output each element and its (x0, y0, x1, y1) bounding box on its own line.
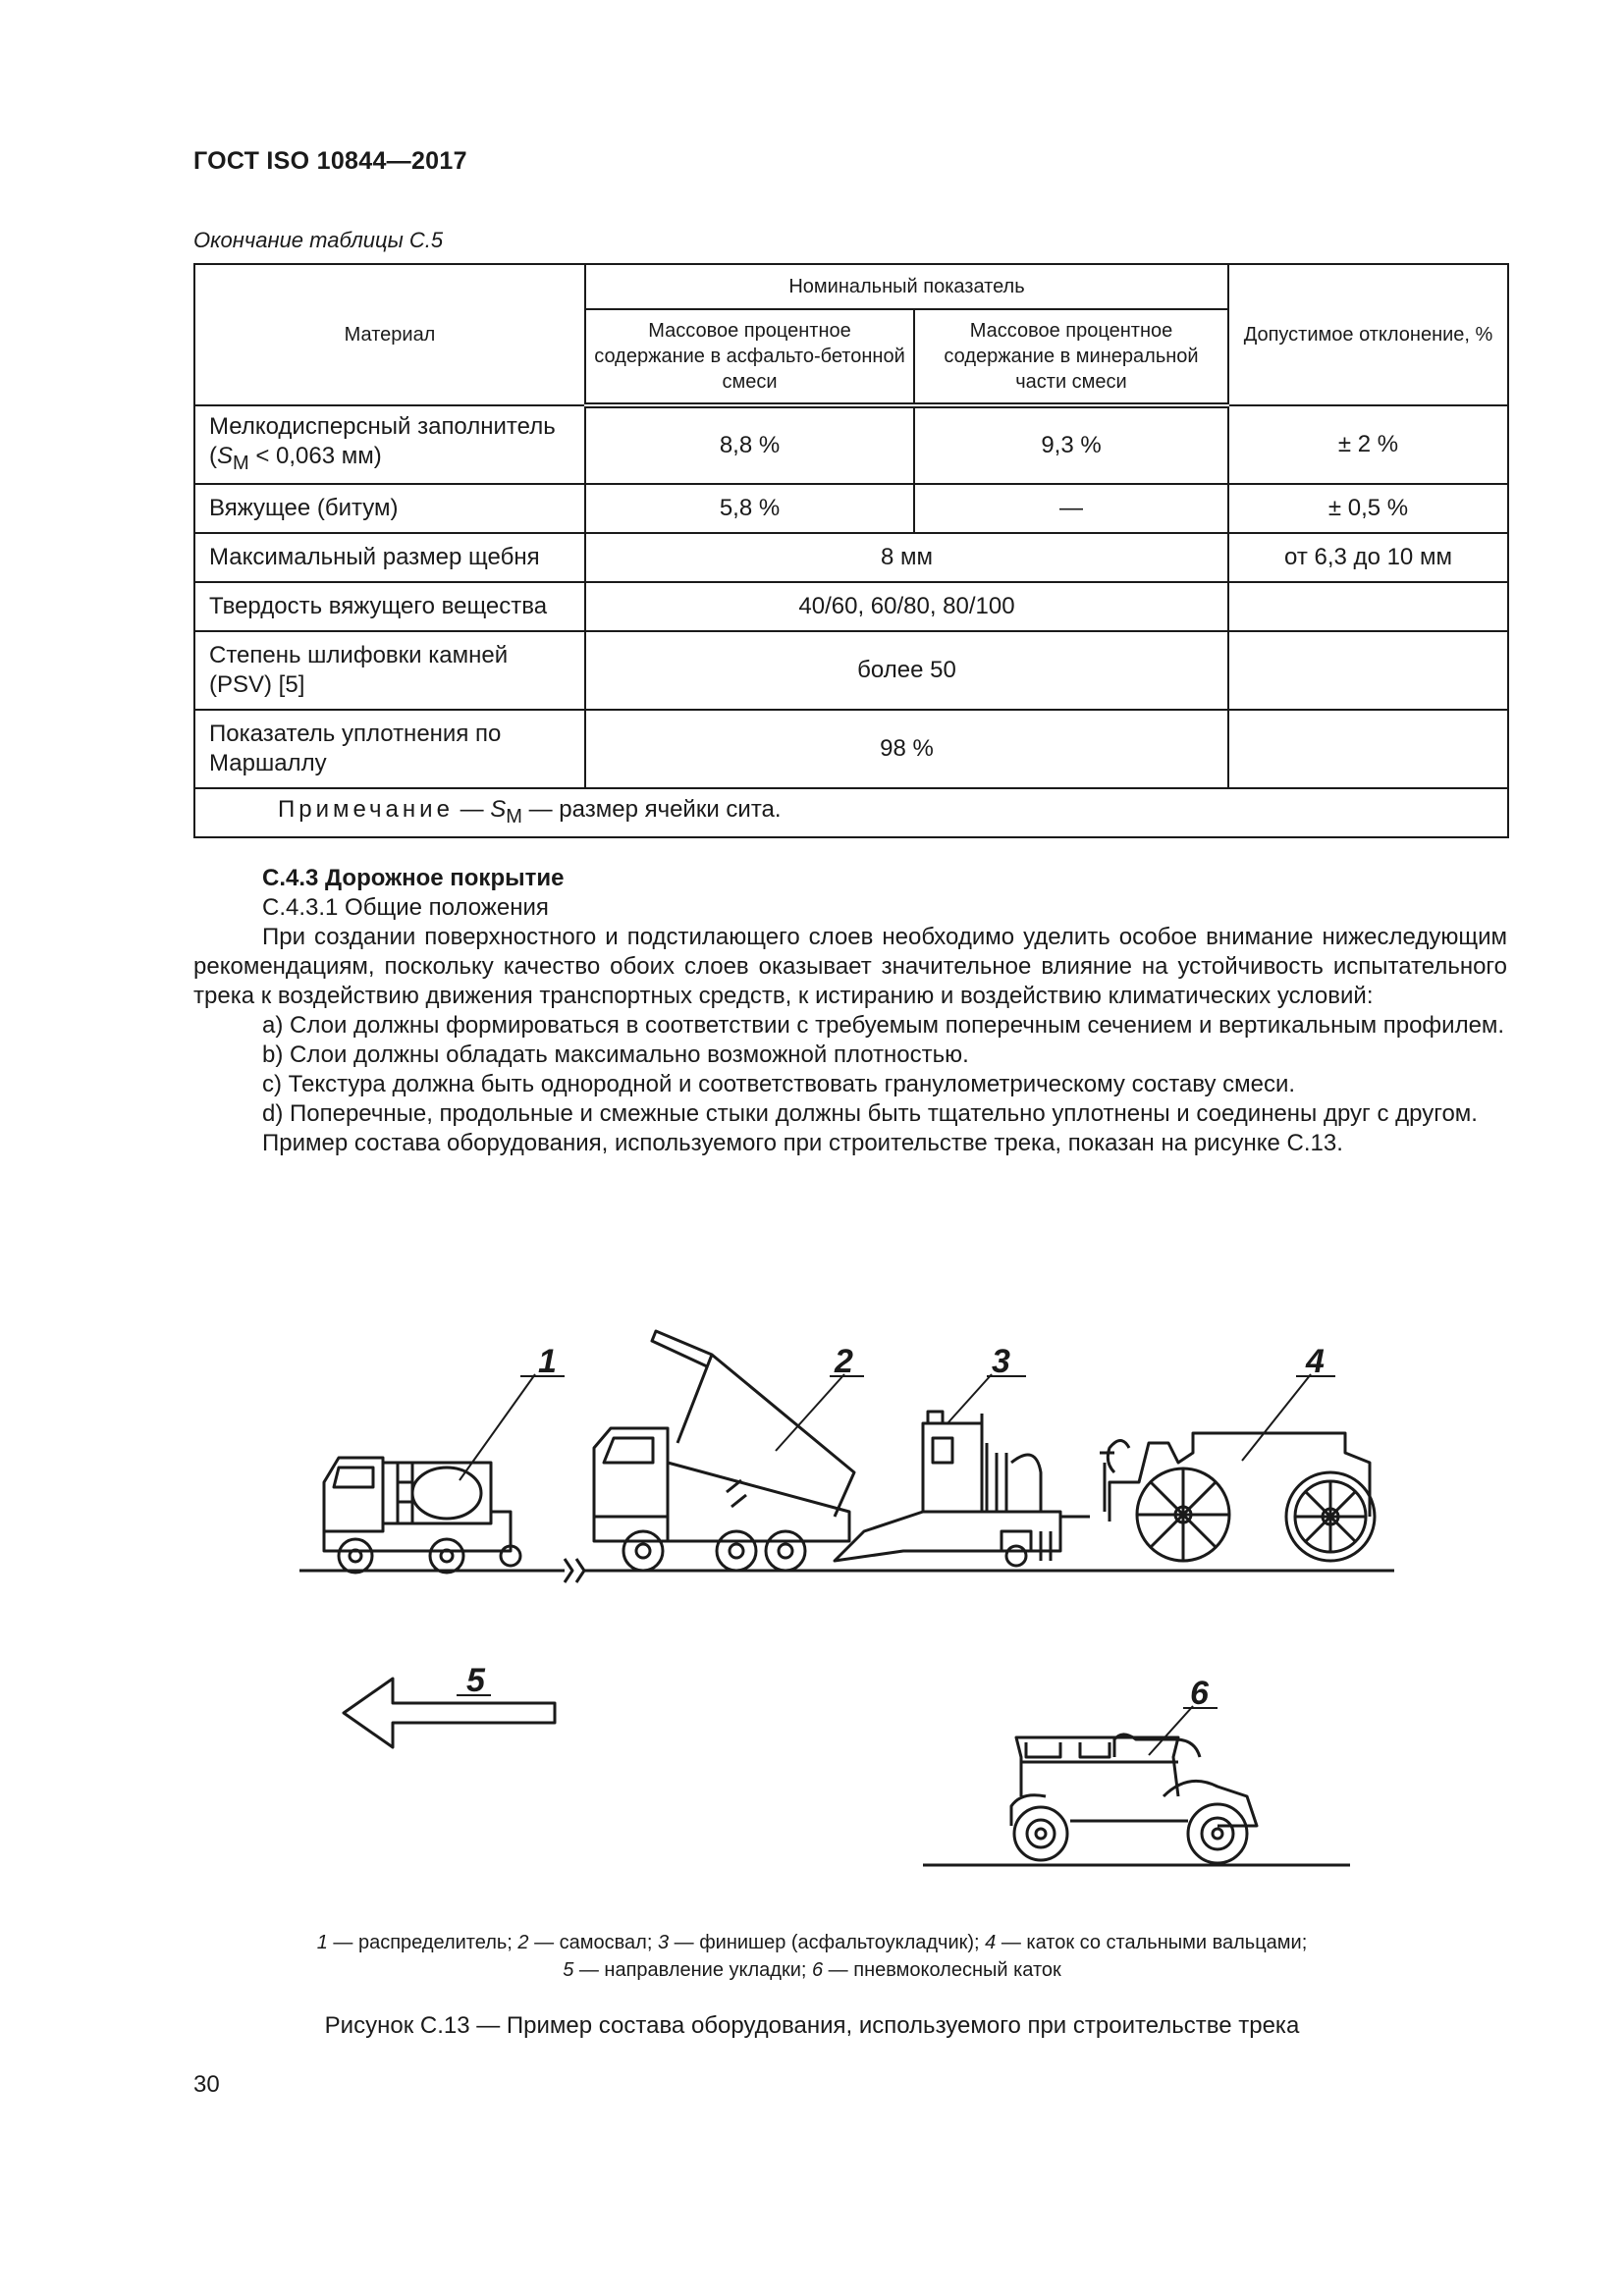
leader-line (1242, 1374, 1311, 1461)
paragraph-closing: Пример состава оборудования, используемого при строительстве трека, показан на рисунке С.13. (262, 1130, 1343, 1156)
header-mass-mineral: Массовое процентное содержание в минеральной части смеси (914, 309, 1228, 405)
cell-value: более 50 (585, 631, 1228, 710)
leader-line (947, 1374, 992, 1423)
page-number: 30 (193, 2071, 220, 2098)
callout-2: 2 (835, 1343, 853, 1380)
table-row (194, 631, 1508, 710)
paragraph-intro: При создании поверхностного и подстилающего слоев необходимо уделить особое внимание нижеследующим рекомендациям, поскольку качество обоих слоев оказывает значительное влияние на устойчивость испытательного трека к воздействию движения транспортных средств, к истиранию и воздействию климатических условий: (193, 924, 1507, 1009)
table-row (194, 582, 1508, 631)
cell-asphalt: 8,8 % (585, 405, 914, 484)
callout-5: 5 (466, 1662, 485, 1699)
cell-tolerance (1228, 582, 1508, 631)
cell-tolerance: ± 2 % (1228, 405, 1508, 484)
figure-caption: Рисунок С.13 — Пример состава оборудования, используемого при строительстве трека (324, 2012, 1300, 2039)
header-mass-asphalt: Массовое процентное содержание в асфальто-бетонной смеси (585, 309, 914, 405)
legend-line: 5 — направление укладки; 6 — пневмоколесный каток (563, 1959, 1061, 1981)
cell-mineral: — (914, 484, 1228, 533)
figure-legend (0, 1929, 1624, 1984)
callout-6: 6 (1190, 1675, 1209, 1712)
cell-value: 8 мм (585, 533, 1228, 582)
callout-1: 1 (538, 1343, 557, 1380)
list-item: d) Поперечные, продольные и смежные стыки должны быть тщательно уплотнены и соединены друг с другом. (262, 1100, 1478, 1127)
leader-line (776, 1374, 844, 1451)
cell-tolerance (1228, 631, 1508, 710)
section-text (193, 864, 1507, 1158)
cell-material: Вяжущее (битум) (194, 484, 585, 533)
cell-material: Мелкодисперсный заполнитель ($S_M < 0,063$ мм) (194, 405, 585, 484)
break-mark-icon (565, 1559, 584, 1582)
table-caption: Окончание таблицы С.5 (193, 228, 444, 252)
cell-tolerance (1228, 710, 1508, 788)
list-item: a) Слои должны формироваться в соответствии с требуемым поперечным сечением и вертикальным профилем. (262, 1012, 1505, 1039)
header-material: Материал (194, 264, 585, 405)
leader-line (1149, 1706, 1193, 1755)
cell-material: Твердость вяжущего вещества (194, 582, 585, 631)
section-heading: С.4.3 Дорожное покрытие (262, 865, 565, 891)
distributor-truck-icon (324, 1458, 520, 1573)
legend-line: 1 — распределитель; 2 — самосвал; 3 — финишер (асфальтоукладчик); 4 — каток со стальными вальцами; (316, 1932, 1308, 1953)
table-row (194, 405, 1508, 484)
table-note-row (194, 788, 1508, 837)
table-row (194, 710, 1508, 788)
cell-asphalt: 5,8 % (585, 484, 914, 533)
table-note: Примечание — $S_M$ — размер ячейки сита. (194, 788, 1508, 837)
list-item: c) Текстура должна быть однородной и соответствовать гранулометрическому составу смеси. (262, 1071, 1296, 1097)
list-item: b) Слои должны обладать максимально возможной плотностью. (262, 1041, 969, 1068)
cell-tolerance: от 6,3 до 10 мм (1228, 533, 1508, 582)
leader-line (460, 1374, 535, 1480)
callout-4: 4 (1306, 1343, 1325, 1380)
dump-truck-icon (594, 1331, 854, 1571)
cell-tolerance: ± 0,5 % (1228, 484, 1508, 533)
materials-table (193, 263, 1509, 838)
callout-3: 3 (992, 1343, 1010, 1380)
cell-value: 98 % (585, 710, 1228, 788)
cell-value: 40/60, 60/80, 80/100 (585, 582, 1228, 631)
asphalt-paver-icon (835, 1412, 1090, 1566)
table-row (194, 533, 1508, 582)
document-header: ГОСТ ISO 10844—2017 (193, 147, 467, 175)
table-row (194, 484, 1508, 533)
direction-arrow-icon (344, 1679, 555, 1747)
steel-roller-icon (1100, 1433, 1375, 1561)
section-subheading: С.4.3.1 Общие положения (262, 894, 549, 921)
cell-mineral: 9,3 % (914, 405, 1228, 484)
cell-material: Максимальный размер щебня (194, 533, 585, 582)
header-tolerance: Допустимое отклонение, % (1228, 264, 1508, 405)
equipment-figure (0, 1276, 1624, 1963)
cell-material: Показатель уплотнения по Маршаллу (194, 710, 585, 788)
header-nominal: Номинальный показатель (585, 264, 1228, 309)
cell-material: Степень шлифовки камней (PSV) [5] (194, 631, 585, 710)
pneumatic-roller-icon (1011, 1735, 1257, 1863)
